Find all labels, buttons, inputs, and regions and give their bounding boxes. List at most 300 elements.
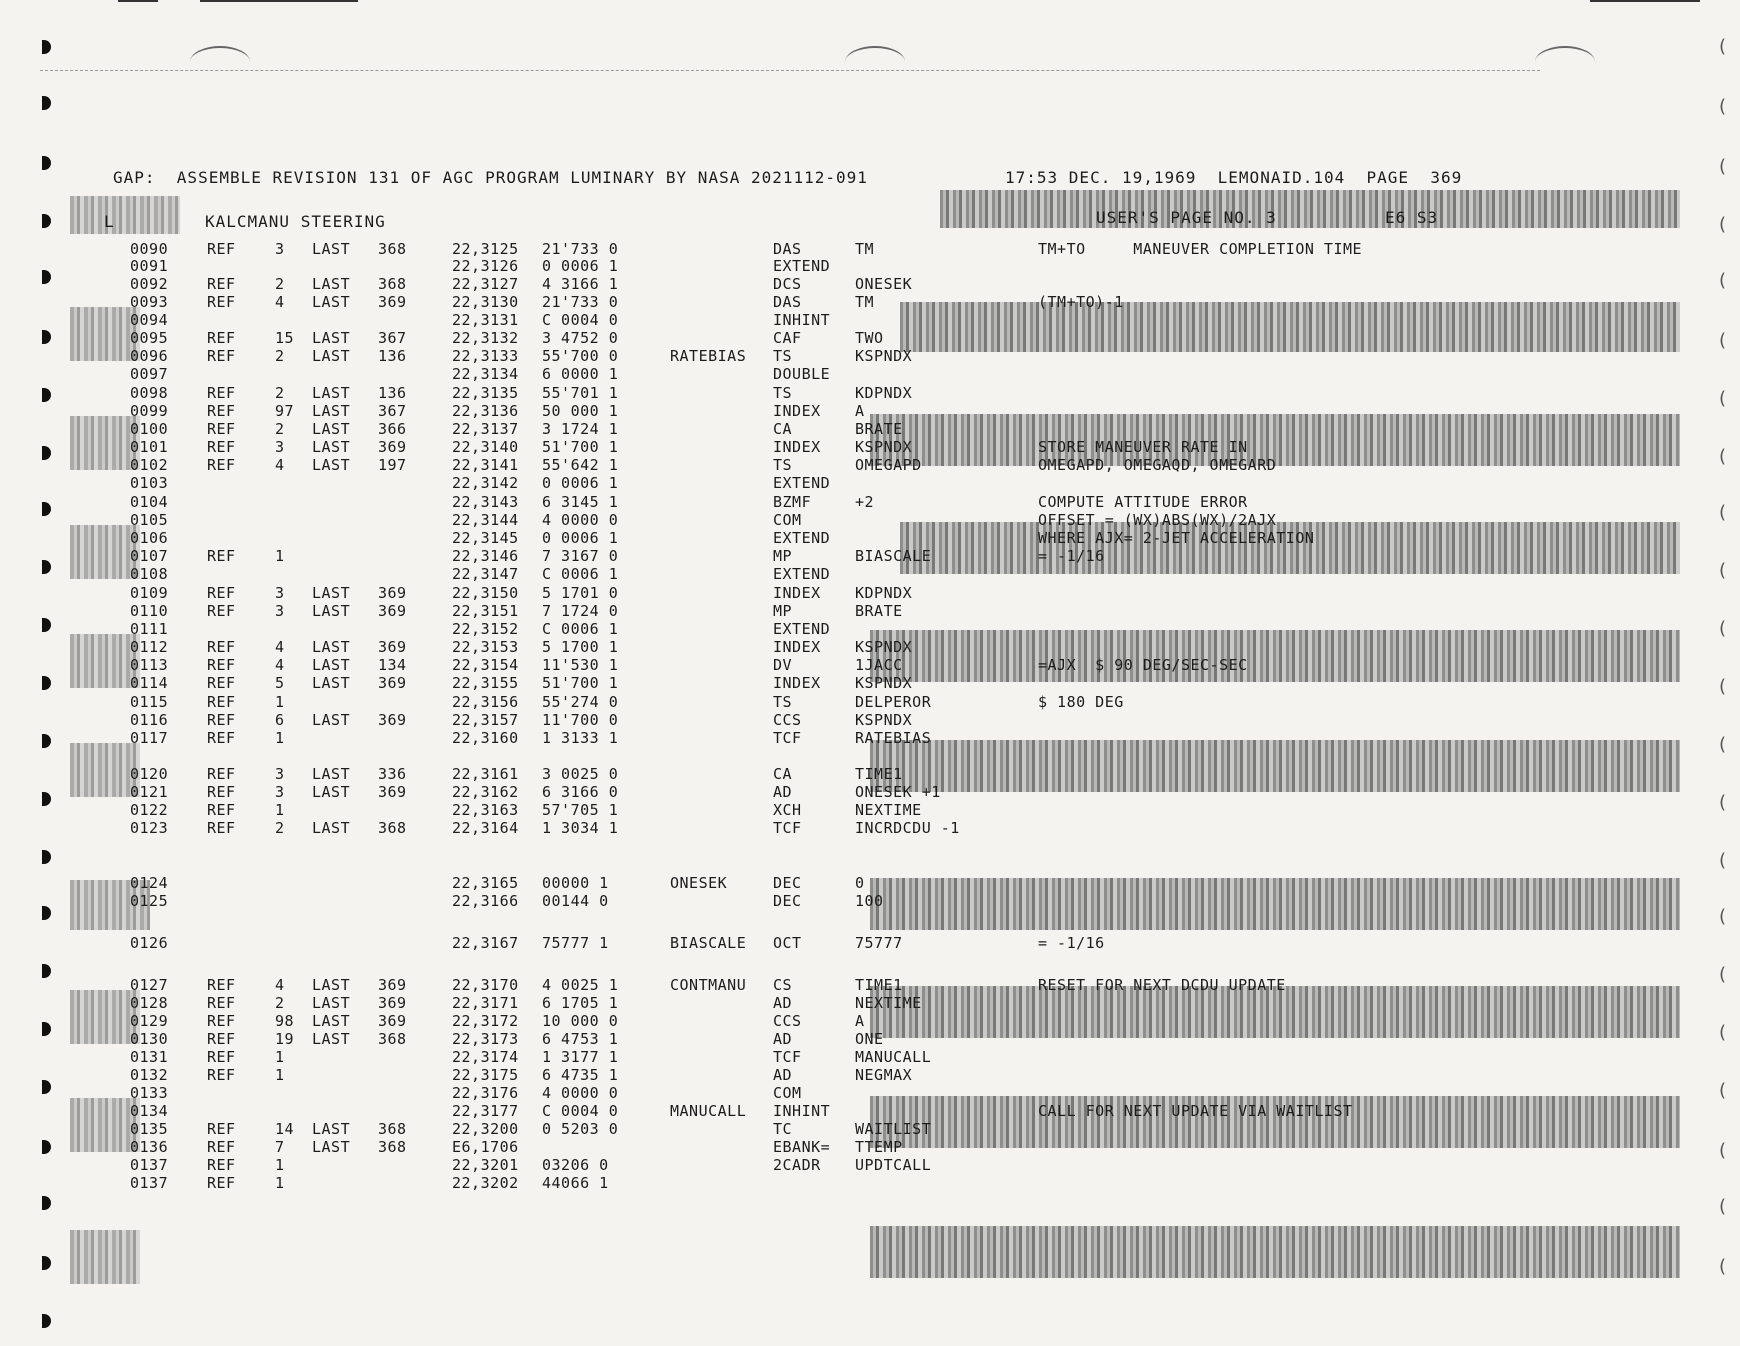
line-number: 0132: [130, 1066, 169, 1084]
top-rule: [200, 0, 358, 2]
punch-hole-icon: [42, 330, 51, 344]
line-number: 0103: [130, 474, 169, 492]
last-keyword: LAST: [312, 1120, 351, 1138]
octal-code: C 0004 0: [542, 311, 619, 329]
address: 22,3163: [452, 801, 519, 819]
operand: NEXTIME: [855, 994, 922, 1012]
opcode: BZMF: [773, 493, 812, 511]
opcode: DOUBLE: [773, 365, 831, 383]
punch-hole-icon: [42, 388, 51, 402]
last-page: 336: [378, 765, 407, 783]
address: E6,1706: [452, 1138, 519, 1156]
octal-code: 3 0025 0: [542, 765, 619, 783]
punch-hole-icon: [42, 560, 51, 574]
ref-count: 4: [275, 656, 285, 674]
octal-code: 7 3167 0: [542, 547, 619, 565]
octal-code: 3 4752 0: [542, 329, 619, 347]
octal-code: 21'733 0: [542, 240, 619, 258]
line-number: 0137: [130, 1174, 169, 1192]
greenbar-band: [870, 740, 1680, 792]
octal-code: 57'705 1: [542, 801, 619, 819]
opcode: EXTEND: [773, 257, 831, 275]
top-rule: [1590, 0, 1700, 2]
opcode: AD: [773, 1066, 793, 1084]
ref-count: 14: [275, 1120, 295, 1138]
octal-code: 6 4735 1: [542, 1066, 619, 1084]
ref-count: 1: [275, 693, 285, 711]
opcode: TCF: [773, 1048, 802, 1066]
last-keyword: LAST: [312, 240, 351, 258]
octal-code: C 0006 1: [542, 620, 619, 638]
address: 22,3165: [452, 874, 519, 892]
octal-code: 11'530 1: [542, 656, 619, 674]
edge-mark-icon: (: [1718, 156, 1726, 177]
users-page-number: USER'S PAGE NO. 3: [1096, 208, 1277, 227]
edge-mark-icon: (: [1718, 1256, 1726, 1277]
perforation-arc: [845, 46, 905, 78]
line-number: 0092: [130, 275, 169, 293]
opcode: CCS: [773, 711, 802, 729]
address: 22,3133: [452, 347, 519, 365]
ref-keyword: REF: [207, 674, 236, 692]
last-page: 368: [378, 819, 407, 837]
address: 22,3172: [452, 1012, 519, 1030]
line-number: 0090: [130, 240, 169, 258]
line-number: 0095: [130, 329, 169, 347]
octal-code: 1 3133 1: [542, 729, 619, 747]
address: 22,3145: [452, 529, 519, 547]
ref-keyword: REF: [207, 1066, 236, 1084]
address: 22,3143: [452, 493, 519, 511]
ref-count: 15: [275, 329, 295, 347]
edge-mark-icon: (: [1718, 36, 1726, 57]
comment: (TM+TO)-1: [1038, 293, 1124, 311]
ref-keyword: REF: [207, 584, 236, 602]
ref-keyword: REF: [207, 1012, 236, 1030]
comment: TM+TO MANEUVER COMPLETION TIME: [1038, 240, 1363, 258]
last-page: 136: [378, 347, 407, 365]
operand: +2: [855, 493, 875, 511]
opcode: DAS: [773, 240, 802, 258]
address: 22,3136: [452, 402, 519, 420]
line-number: 0136: [130, 1138, 169, 1156]
operand: NEGMAX: [855, 1066, 913, 1084]
address: 22,3166: [452, 892, 519, 910]
ref-count: 2: [275, 347, 285, 365]
opcode: INDEX: [773, 584, 821, 602]
opcode: 2CADR: [773, 1156, 821, 1174]
octal-code: 6 0000 1: [542, 365, 619, 383]
last-page: 368: [378, 1138, 407, 1156]
ref-count: 4: [275, 976, 285, 994]
opcode: CAF: [773, 329, 802, 347]
page-code: E6 S3: [1385, 208, 1439, 227]
ref-keyword: REF: [207, 729, 236, 747]
ref-count: 1: [275, 1066, 285, 1084]
punch-hole-icon: [42, 1314, 51, 1328]
line-number: 0111: [130, 620, 169, 638]
last-keyword: LAST: [312, 674, 351, 692]
corner-letter: L: [104, 212, 115, 231]
opcode: EXTEND: [773, 474, 831, 492]
octal-code: 00144 0: [542, 892, 609, 910]
ref-count: 1: [275, 1048, 285, 1066]
line-number: 0106: [130, 529, 169, 547]
opcode: COM: [773, 1084, 802, 1102]
last-page: 369: [378, 1012, 407, 1030]
ref-count: 2: [275, 819, 285, 837]
ref-count: 1: [275, 801, 285, 819]
address: 22,3126: [452, 257, 519, 275]
line-number: 0105: [130, 511, 169, 529]
opcode: DAS: [773, 293, 802, 311]
line-number: 0124: [130, 874, 169, 892]
edge-mark-icon: (: [1718, 964, 1726, 985]
opcode: DEC: [773, 892, 802, 910]
address: 22,3144: [452, 511, 519, 529]
opcode: INDEX: [773, 674, 821, 692]
opcode: INHINT: [773, 1102, 831, 1120]
line-number: 0113: [130, 656, 169, 674]
address: 22,3170: [452, 976, 519, 994]
ref-count: 7: [275, 1138, 285, 1156]
address: 22,3140: [452, 438, 519, 456]
opcode: EBANK=: [773, 1138, 831, 1156]
line-number: 0117: [130, 729, 169, 747]
octal-code: 5 1701 0: [542, 584, 619, 602]
punch-hole-icon: [42, 502, 51, 516]
ref-keyword: REF: [207, 420, 236, 438]
greenbar-band: [70, 196, 180, 234]
opcode: EXTEND: [773, 565, 831, 583]
address: 22,3156: [452, 693, 519, 711]
operand: KSPNDX: [855, 347, 913, 365]
line-number: 0110: [130, 602, 169, 620]
ref-keyword: REF: [207, 329, 236, 347]
assembly-title: GAP: ASSEMBLE REVISION 131 OF AGC PROGRAM LUMINARY BY NASA 2021112-091: [113, 168, 868, 187]
section-title: KALCMANU STEERING: [205, 212, 386, 231]
opcode: TCF: [773, 819, 802, 837]
edge-mark-icon: (: [1718, 906, 1726, 927]
ref-count: 3: [275, 584, 285, 602]
opcode: TCF: [773, 729, 802, 747]
operand: KSPNDX: [855, 438, 913, 456]
punch-hole-icon: [42, 1256, 51, 1270]
line-number: 0115: [130, 693, 169, 711]
last-page: 369: [378, 438, 407, 456]
edge-mark-icon: (: [1718, 96, 1726, 117]
address: 22,3152: [452, 620, 519, 638]
print-timestamp: 17:53 DEC. 19,1969 LEMONAID.104 PAGE 369: [1005, 168, 1463, 187]
operand: ONESEK +1: [855, 783, 941, 801]
octal-code: 51'700 1: [542, 674, 619, 692]
symbol-label: CONTMANU: [670, 976, 747, 994]
ref-count: 19: [275, 1030, 295, 1048]
last-page: 369: [378, 994, 407, 1012]
last-page: 368: [378, 240, 407, 258]
operand: ONE: [855, 1030, 884, 1048]
octal-code: 51'700 1: [542, 438, 619, 456]
opcode: TS: [773, 693, 793, 711]
edge-mark-icon: (: [1718, 1022, 1726, 1043]
opcode: MP: [773, 547, 793, 565]
punch-hole-icon: [42, 676, 51, 690]
edge-mark-icon: (: [1718, 388, 1726, 409]
last-keyword: LAST: [312, 602, 351, 620]
opcode: CS: [773, 976, 793, 994]
address: 22,3171: [452, 994, 519, 1012]
line-number: 0104: [130, 493, 169, 511]
last-keyword: LAST: [312, 438, 351, 456]
opcode: AD: [773, 1030, 793, 1048]
opcode: EXTEND: [773, 529, 831, 547]
operand: 75777: [855, 934, 903, 952]
operand: DELPEROR: [855, 693, 932, 711]
last-keyword: LAST: [312, 656, 351, 674]
operand: A: [855, 402, 865, 420]
ref-count: 1: [275, 1174, 285, 1192]
punch-hole-icon: [42, 964, 51, 978]
line-number: 0093: [130, 293, 169, 311]
ref-count: 1: [275, 547, 285, 565]
operand: TM: [855, 293, 875, 311]
ref-count: 5: [275, 674, 285, 692]
operand: RATEBIAS: [855, 729, 932, 747]
opcode: TC: [773, 1120, 793, 1138]
address: 22,3167: [452, 934, 519, 952]
octal-code: 6 4753 1: [542, 1030, 619, 1048]
ref-keyword: REF: [207, 602, 236, 620]
operand: KSPNDX: [855, 638, 913, 656]
address: 22,3175: [452, 1066, 519, 1084]
octal-code: 75777 1: [542, 934, 609, 952]
punch-hole-icon: [42, 270, 51, 284]
ref-keyword: REF: [207, 976, 236, 994]
octal-code: 6 3145 1: [542, 493, 619, 511]
opcode: DV: [773, 656, 793, 674]
line-number: 0096: [130, 347, 169, 365]
comment: OFFSET = (WX)ABS(WX)/2AJX: [1038, 511, 1277, 529]
edge-mark-icon: (: [1718, 734, 1726, 755]
edge-mark-icon: (: [1718, 850, 1726, 871]
last-page: 368: [378, 1030, 407, 1048]
greenbar-band: [900, 302, 1680, 352]
line-number: 0101: [130, 438, 169, 456]
ref-keyword: REF: [207, 402, 236, 420]
opcode: CA: [773, 420, 793, 438]
octal-code: 11'700 0: [542, 711, 619, 729]
line-number: 0122: [130, 801, 169, 819]
octal-code: 44066 1: [542, 1174, 609, 1192]
last-page: 369: [378, 783, 407, 801]
line-number: 0091: [130, 257, 169, 275]
punch-hole-icon: [42, 1196, 51, 1210]
address: 22,3201: [452, 1156, 519, 1174]
last-keyword: LAST: [312, 783, 351, 801]
operand: TIME1: [855, 976, 903, 994]
last-page: 369: [378, 638, 407, 656]
operand: 1JACC: [855, 656, 903, 674]
edge-mark-icon: (: [1718, 502, 1726, 523]
address: 22,3125: [452, 240, 519, 258]
address: 22,3164: [452, 819, 519, 837]
line-number: 0094: [130, 311, 169, 329]
edge-mark-icon: (: [1718, 618, 1726, 639]
last-page: 366: [378, 420, 407, 438]
line-number: 0112: [130, 638, 169, 656]
opcode: TS: [773, 347, 793, 365]
line-number: 0100: [130, 420, 169, 438]
last-page: 369: [378, 602, 407, 620]
opcode: OCT: [773, 934, 802, 952]
line-number: 0102: [130, 456, 169, 474]
octal-code: 4 0000 0: [542, 511, 619, 529]
ref-keyword: REF: [207, 384, 236, 402]
comment: $ 180 DEG: [1038, 693, 1124, 711]
ref-count: 2: [275, 384, 285, 402]
line-number: 0120: [130, 765, 169, 783]
operand: MANUCALL: [855, 1048, 932, 1066]
punch-hole-icon: [42, 618, 51, 632]
ref-count: 3: [275, 783, 285, 801]
comment: OMEGAPD, OMEGAQD, OMEGARD: [1038, 456, 1277, 474]
operand: TM: [855, 240, 875, 258]
perforation-line: [40, 70, 1540, 71]
address: 22,3153: [452, 638, 519, 656]
line-number: 0126: [130, 934, 169, 952]
comment: = -1/16: [1038, 547, 1105, 565]
punch-hole-icon: [42, 214, 51, 228]
comment: COMPUTE ATTITUDE ERROR: [1038, 493, 1248, 511]
edge-mark-icon: (: [1718, 330, 1726, 351]
opcode: COM: [773, 511, 802, 529]
edge-mark-icon: (: [1718, 792, 1726, 813]
address: 22,3147: [452, 565, 519, 583]
punch-hole-icon: [42, 906, 51, 920]
ref-keyword: REF: [207, 1030, 236, 1048]
punch-hole-icon: [42, 850, 51, 864]
ref-keyword: REF: [207, 1156, 236, 1174]
ref-count: 3: [275, 765, 285, 783]
ref-count: 2: [275, 420, 285, 438]
punch-hole-icon: [42, 96, 51, 110]
ref-keyword: REF: [207, 783, 236, 801]
address: 22,3132: [452, 329, 519, 347]
last-page: 368: [378, 275, 407, 293]
opcode: CA: [773, 765, 793, 783]
ref-keyword: REF: [207, 240, 236, 258]
address: 22,3131: [452, 311, 519, 329]
greenbar-band: [870, 630, 1680, 682]
ref-keyword: REF: [207, 711, 236, 729]
ref-keyword: REF: [207, 1174, 236, 1192]
ref-count: 4: [275, 638, 285, 656]
opcode: MP: [773, 602, 793, 620]
line-number: 0135: [130, 1120, 169, 1138]
address: 22,3202: [452, 1174, 519, 1192]
line-number: 0131: [130, 1048, 169, 1066]
operand: WAITLIST: [855, 1120, 932, 1138]
line-number: 0123: [130, 819, 169, 837]
line-number: 0127: [130, 976, 169, 994]
edge-mark-icon: (: [1718, 270, 1726, 291]
last-keyword: LAST: [312, 275, 351, 293]
address: 22,3146: [452, 547, 519, 565]
octal-code: 00000 1: [542, 874, 609, 892]
ref-count: 3: [275, 438, 285, 456]
line-number: 0128: [130, 994, 169, 1012]
opcode: INDEX: [773, 638, 821, 656]
punch-hole-icon: [42, 792, 51, 806]
edge-mark-icon: (: [1718, 1196, 1726, 1217]
operand: 100: [855, 892, 884, 910]
address: 22,3174: [452, 1048, 519, 1066]
ref-keyword: REF: [207, 801, 236, 819]
edge-mark-icon: (: [1718, 1140, 1726, 1161]
ref-count: 2: [275, 994, 285, 1012]
edge-mark-icon: (: [1718, 560, 1726, 581]
line-number: 0137: [130, 1156, 169, 1174]
last-page: 369: [378, 976, 407, 994]
ref-count: 4: [275, 456, 285, 474]
last-page: 367: [378, 329, 407, 347]
line-number: 0097: [130, 365, 169, 383]
punch-hole-icon: [42, 40, 51, 54]
octal-code: 03206 0: [542, 1156, 609, 1174]
operand: 0: [855, 874, 865, 892]
address: 22,3154: [452, 656, 519, 674]
line-number: 0116: [130, 711, 169, 729]
last-keyword: LAST: [312, 329, 351, 347]
perforation-arc: [190, 46, 250, 78]
octal-code: 4 0025 1: [542, 976, 619, 994]
address: 22,3150: [452, 584, 519, 602]
line-number: 0107: [130, 547, 169, 565]
ref-count: 6: [275, 711, 285, 729]
address: 22,3127: [452, 275, 519, 293]
line-number: 0130: [130, 1030, 169, 1048]
greenbar-band: [870, 878, 1680, 930]
ref-keyword: REF: [207, 819, 236, 837]
octal-code: 0 0006 1: [542, 474, 619, 492]
punch-hole-icon: [42, 734, 51, 748]
last-page: 369: [378, 674, 407, 692]
comment: CALL FOR NEXT UPDATE VIA WAITLIST: [1038, 1102, 1353, 1120]
line-number: 0133: [130, 1084, 169, 1102]
octal-code: 4 0000 0: [542, 1084, 619, 1102]
ref-count: 1: [275, 1156, 285, 1174]
octal-code: 1 3034 1: [542, 819, 619, 837]
edge-mark-icon: (: [1718, 446, 1726, 467]
ref-keyword: REF: [207, 656, 236, 674]
edge-mark-icon: (: [1718, 1080, 1726, 1101]
last-keyword: LAST: [312, 456, 351, 474]
last-keyword: LAST: [312, 765, 351, 783]
opcode: DEC: [773, 874, 802, 892]
ref-keyword: REF: [207, 547, 236, 565]
last-keyword: LAST: [312, 293, 351, 311]
last-page: 369: [378, 293, 407, 311]
opcode: EXTEND: [773, 620, 831, 638]
punch-hole-icon: [42, 1080, 51, 1094]
last-page: 367: [378, 402, 407, 420]
opcode: INDEX: [773, 438, 821, 456]
comment: = -1/16: [1038, 934, 1105, 952]
edge-mark-icon: (: [1718, 676, 1726, 697]
symbol-label: RATEBIAS: [670, 347, 747, 365]
address: 22,3161: [452, 765, 519, 783]
address: 22,3177: [452, 1102, 519, 1120]
